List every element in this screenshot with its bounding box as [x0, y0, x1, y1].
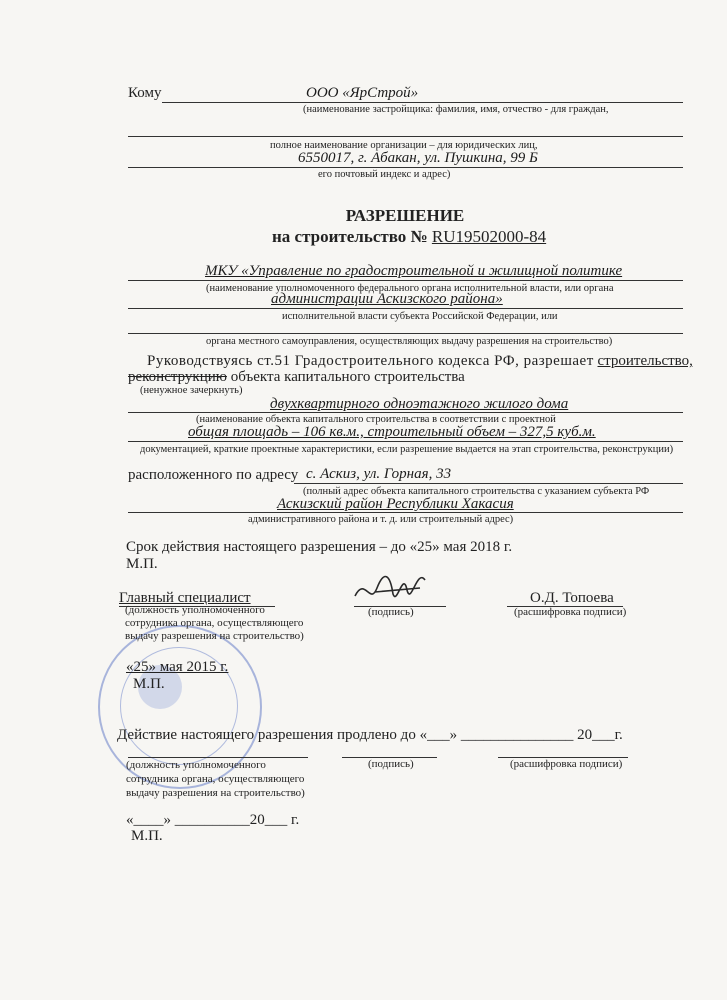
- authority-line-2: администрации Аскизского района»: [271, 291, 503, 307]
- authority-hint-1: (наименование уполномоченного федерального органа исполнительной власти, или органа: [206, 283, 614, 294]
- developer-address: 6550017, г. Абакан, ул. Пушкина, 99 Б: [298, 150, 538, 166]
- to-hint-2: полное наименование организации – для юридических лиц,: [270, 140, 538, 151]
- permit-number: RU19502000-84: [431, 227, 547, 246]
- authority-underline-3: [128, 333, 683, 334]
- ext-position-hint: (должность уполномоченного сотрудника органа, осуществляющего выдачу разрешения на строительство): [126, 759, 305, 799]
- developer-name: ООО «ЯрСтрой»: [306, 85, 419, 101]
- authority-line-1: МКУ «Управление по градостроительной и жилищной политике: [205, 263, 623, 279]
- hint-address: (полный адрес объекта капитального строительства с указанием субъекта РФ: [303, 486, 650, 497]
- word-reconstruction: реконструкцию: [128, 369, 227, 385]
- object-name: двухквартирного одноэтажного жилого дома: [270, 396, 569, 412]
- name-hint: (расшифровка подписи): [514, 606, 627, 618]
- object-address: с. Аскиз, ул. Горная, 33: [306, 466, 452, 482]
- signature-mp: М.П.: [133, 676, 165, 692]
- position-hint: (должность уполномоченного сотрудника органа, осуществляющего выдачу разрешения на строительство): [125, 604, 304, 642]
- to-hint-1: (наименование застройщика: фамилия, имя, отчество - для граждан,: [303, 104, 609, 115]
- to-hint-3: его почтовый индекс и адрес): [318, 169, 451, 180]
- authority-hint-2: исполнительной власти субъекта Российской Федерации, или: [282, 311, 558, 322]
- ext-name-hint: (расшифровка подписи): [510, 758, 623, 770]
- ext-date: «____» __________20___ г.: [126, 812, 300, 828]
- object-underline: [128, 412, 683, 413]
- extension-text: Действие настоящего разрешения продлено до «___» _______________ 20___г.: [117, 727, 623, 743]
- validity-mp: М.П.: [126, 556, 158, 572]
- to-underline: [162, 102, 683, 103]
- to-line-2: [128, 136, 683, 137]
- hint-object: (наименование объекта капитального строительства в соответствии с проектной: [196, 414, 556, 425]
- body-text-1: Руководствуясь ст.51 Градостроительного кодекса РФ, разрешает строительство,: [147, 353, 693, 369]
- hint-characteristics: документацией, краткие проектные характеристики, если разрешение выдается на этап строительства, реконструкции): [140, 444, 674, 455]
- body-text-2: реконструкцию объекта капитального строительства: [128, 369, 465, 385]
- hint-region: административного района и т. д. или строительный адрес): [248, 514, 514, 525]
- address-underline: [294, 483, 683, 484]
- signer-position: Главный специалист: [119, 590, 251, 606]
- characteristics-underline: [128, 441, 683, 442]
- to-line-3: [128, 167, 683, 168]
- signature-hint: (подпись): [368, 606, 414, 618]
- authority-underline-2: [128, 308, 683, 309]
- authority-hint-3: органа местного самоуправления, осуществляющих выдачу разрешения на строительство): [206, 336, 613, 347]
- object-characteristics: общая площадь – 106 кв.м., строительный объем – 327,5 куб.м.: [188, 424, 596, 440]
- region-underline: [128, 512, 683, 513]
- hint-strike: (ненужное зачеркнуть): [140, 385, 243, 396]
- signer-name: О.Д. Топоева: [530, 590, 614, 606]
- authority-underline-1: [128, 280, 683, 281]
- issue-date: «25» мая 2015 г.: [126, 659, 229, 675]
- ext-mp: М.П.: [131, 828, 163, 844]
- document-title: РАЗРЕШЕНИЕ: [345, 206, 465, 225]
- address-label: расположенного по адресу: [128, 467, 299, 483]
- validity-text: Срок действия настоящего разрешения – до «25» мая 2018 г.: [126, 539, 513, 555]
- to-label: Кому: [128, 85, 162, 101]
- word-construction: строительство,: [597, 353, 693, 369]
- object-region: Аскизский район Республики Хакасия: [277, 496, 514, 512]
- document-subtitle: на строительство № RU19502000-84: [272, 227, 547, 246]
- ext-signature-hint: (подпись): [368, 758, 414, 770]
